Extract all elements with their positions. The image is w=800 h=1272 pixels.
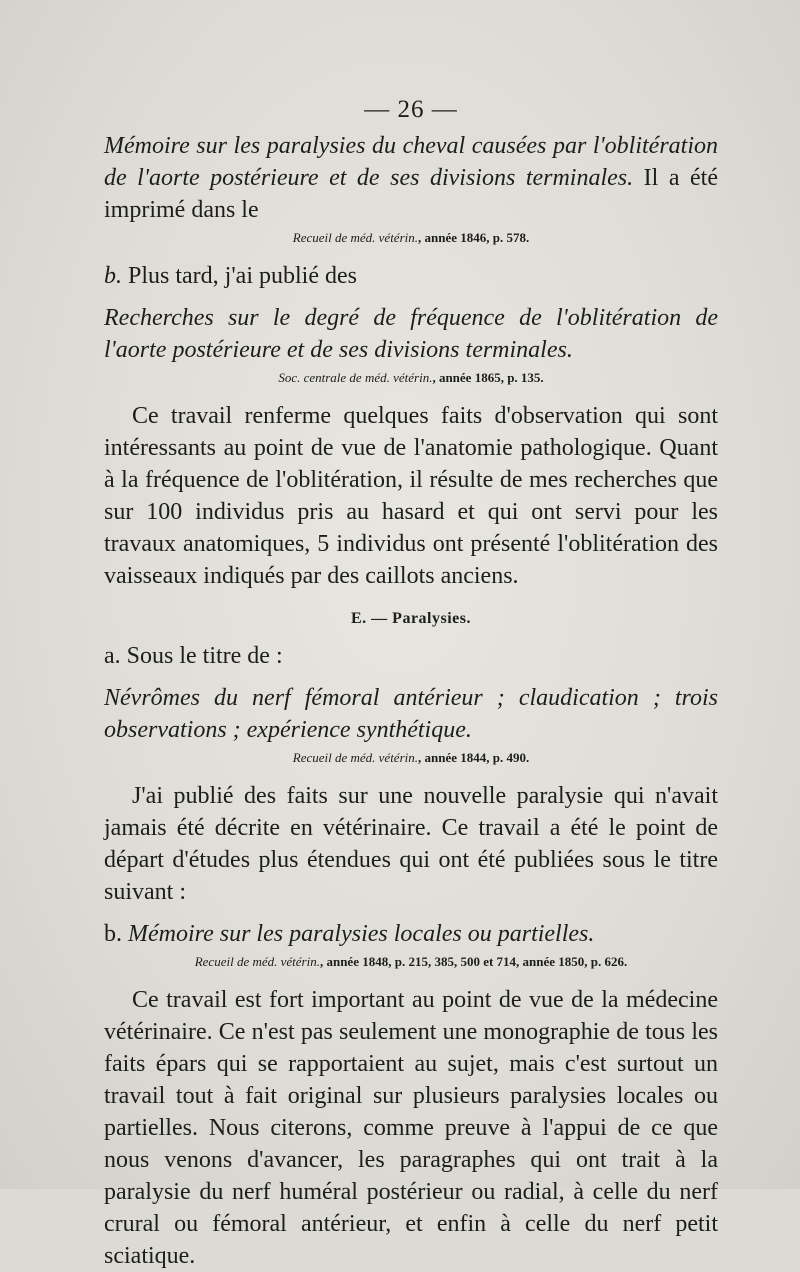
paragraph-importance: Ce travail est fort important au point de vue de la médecine vétérinaire. Ce n'est pas seulement une monographie de tous les faits épars qui se rapportaient au sujet, mais c'est surtout un travail tout à fait original sur plusieurs paralysies locales ou partielles. Nous citerons, comme preuve à l'appui de ce que nous venons d'avancer, les paragraphes qui ont trait à la paralysie du nerf huméral postérieur ou radial, à celle du nerf crural ou fémoral antérieur, et enfin à celle du nerf petit sciatique. [104, 987, 718, 1269]
entry-paralysies-locales [104, 918, 718, 950]
ref-journal: Recueil de méd. vétérin. [194, 954, 320, 969]
ref-details: , année 1865, p. 135. [432, 370, 544, 385]
ref-journal: Soc. centrale de méd. vétérin. [278, 370, 433, 385]
page-number: — 26 — [364, 96, 458, 123]
reference-1844 [104, 750, 718, 766]
entry-title: Mémoire sur les paralysies locales ou partielles. [128, 921, 595, 947]
reference-1848-1850 [104, 954, 718, 970]
entry-tail: Il a été imprimé dans le [104, 165, 718, 223]
ref-details: , année 1846, p. 578. [418, 230, 530, 245]
entry-nevromes-title: Névrômes du nerf fémoral antérieur ; claudication ; trois observations ; expérience synthétique. [104, 685, 718, 743]
ref-details: , année 1844, p. 490. [418, 750, 530, 765]
entry-a-intro: a. Sous le titre de : [104, 643, 283, 669]
entry-b-intro [104, 260, 718, 292]
entry-title: Mémoire sur les paralysies du cheval causées par l'oblitération de l'aorte postérieure et de ses divisions terminales. [104, 133, 718, 191]
entry-marker: b. [104, 263, 122, 289]
entry-recherches-title: Recherches sur le degré de fréquence de l'oblitération de l'aorte postérieure et de ses divisions terminales. [104, 305, 718, 363]
paragraph-fréquence: Ce travail renferme quelques faits d'observation qui sont intéressants au point de vue de l'anatomie pathologique. Quant à la fréquence de l'oblitération, il résulte de mes recherches que sur 100 individus pris au hasard et qui ont servi pour les travaux anatomiques, 5 individus ont présenté l'oblitération des vaisseaux indiqués par des caillots anciens. [104, 403, 718, 589]
entry-marker: b. [104, 921, 122, 947]
reference-1865 [104, 370, 718, 386]
paragraph-nouvelle-paralysie: J'ai publié des faits sur une nouvelle paralysie qui n'avait jamais été décrite en vétérinaire. Ce travail a été le point de départ d'études plus étendues qui ont été publiées sous le titre suivant : [104, 783, 718, 905]
reference-1846 [104, 230, 718, 246]
ref-journal: Recueil de méd. vétérin. [292, 750, 418, 765]
ref-journal: Recueil de méd. vétérin. [292, 230, 418, 245]
entry-aorte-memoire [104, 130, 718, 226]
ref-details: , année 1848, p. 215, 385, 500 et 714, année 1850, p. 626. [319, 954, 628, 969]
section-heading: E. — Paralysies. [351, 610, 471, 627]
entry-text: Plus tard, j'ai publié des [122, 263, 357, 289]
